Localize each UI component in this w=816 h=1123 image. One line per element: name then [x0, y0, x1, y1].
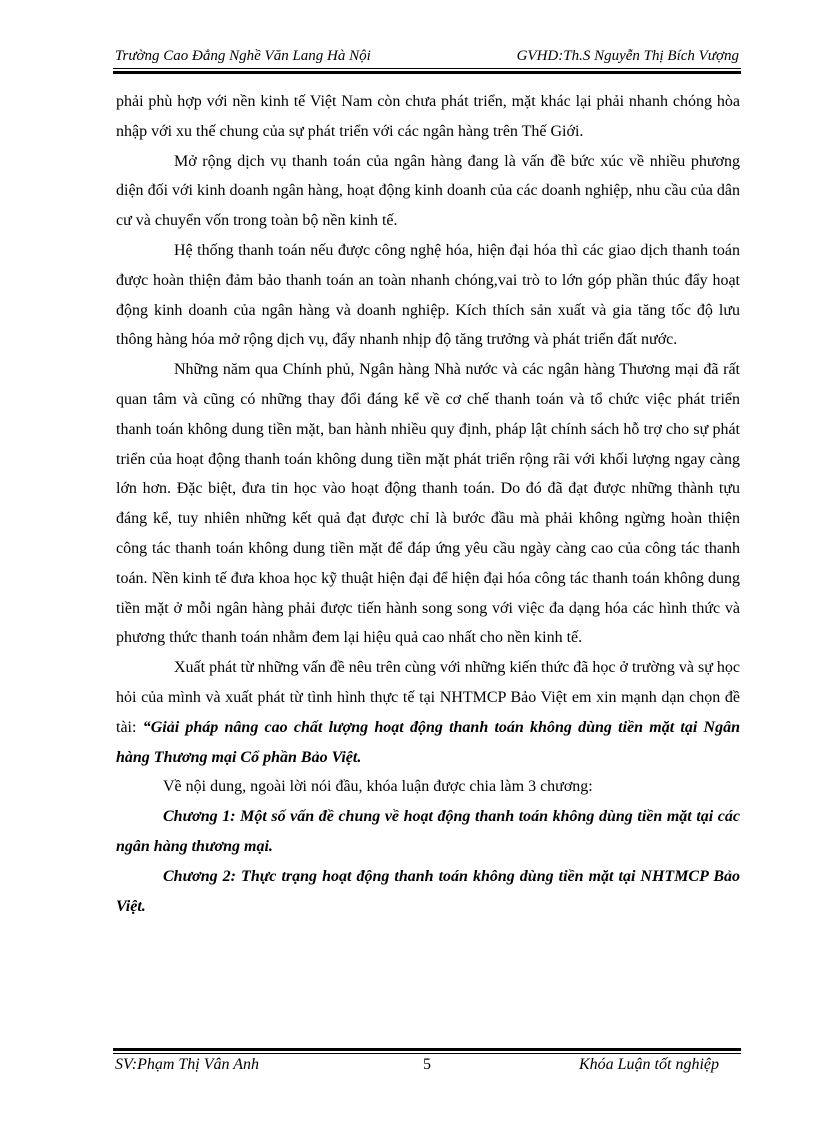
footer-doc-type: Khóa Luận tốt nghiệp: [578, 1056, 719, 1073]
chapter-1: Chương 1: Một số vấn đề chung về hoạt động thanh toán không dùng tiền mặt tại các ngân hàng thương mại.: [116, 808, 740, 855]
header-supervisor: GVHD:Th.S Nguyễn Thị Bích Vượng: [516, 48, 739, 64]
paragraph-content-intro: Về nội dung, ngoài lời nói đầu, khóa luận được chia làm 3 chương:: [163, 778, 593, 796]
paragraph-modernization: Hệ thống thanh toán nếu được công nghệ hóa, hiện đại hóa thì các giao dịch thanh toán được hoàn thiện đảm bảo thanh toán an toàn nhanh chóng,vai trò to lớn góp phần thúc đẩy hoạt động kinh doanh của ngân hàng và doanh nghiệp. Kích thích sản xuất và gia tăng tốc độ lưu thông hàng hóa mở rộng dịch vụ, đẩy nhanh nhịp độ tăng trưởng và phát triển đất nước.: [116, 241, 740, 349]
footer-student: SV:Phạm Thị Vân Anh: [115, 1056, 259, 1073]
header-school: Trường Cao Đẳng Nghề Văn Lang Hà Nội: [115, 48, 371, 64]
paragraph-topic: [116, 653, 740, 772]
body-text: [116, 87, 740, 921]
header-rule-thin: [113, 68, 741, 69]
paragraph-expand-services: Mở rộng dịch vụ thanh toán của ngân hàng đang là vấn đề bức xúc về nhiều phương diện đối với kinh doanh ngân hàng, hoạt động kinh doanh của các doanh nghiệp, nhu cầu của dân cư và chuyển vốn trong toàn bộ nền kinh tế.: [116, 152, 740, 230]
footer-rule-thick: [113, 1048, 741, 1051]
page-footer: [113, 1052, 741, 1076]
topic-intro: Xuất phát từ những vấn đề nêu trên cùng với những kiến thức đã học ở trường và sự học hỏi của mình và xuất phát từ tình hình thực tế tại NHTMCP Bảo Việt em xin mạnh dạn chọn đề tài:: [116, 659, 740, 736]
page-number: 5: [423, 1056, 431, 1073]
page-header: [113, 46, 741, 68]
paragraph-government: Những năm qua Chính phủ, Ngân hàng Nhà nước và các ngân hàng Thương mại đã rất quan tâm và cũng có những thay đổi đáng kể về cơ chế thanh toán và tổ chức việc phát triển thanh toán không dung tiền mặt, ban hành nhiều quy định, pháp lật chính sách hỗ trợ cho sự phát triển của hoạt động thanh toán không dung tiền mặt phát triển rộng rãi với khối lượng ngay càng lớn hơn. Đặc biệt, đưa tin học vào hoạt động thanh toán. Do đó đã đạt được những thành tựu đáng kể, tuy nhiên những kết quả đạt được chỉ là bước đầu mà phải không ngừng hoàn thiện công tác thanh toán không dung tiền mặt để đáp ứng yêu cầu ngày càng cao của công tác thanh toán. Nền kinh tế đưa khoa học kỹ thuật hiện đại để hiện đại hóa công tác thanh toán không dung tiền mặt ở mỗi ngân hàng phải được tiến hành song song với việc đa dạng hóa các hình thức và phương thức thanh toán nhằm đem lại hiệu quả cao nhất cho nền kinh tế.: [116, 361, 740, 647]
chapter-2: Chương 2: Thực trạng hoạt động thanh toán không dùng tiền mặt tại NHTMCP Bảo Việt.: [116, 867, 740, 915]
thesis-title: “Giải pháp nâng cao chất lượng hoạt động thanh toán không dùng tiền mặt tại Ngân hàng Thương mại Cổ phần Bảo Việt.: [116, 718, 740, 766]
paragraph-continuation: phải phù hợp với nền kinh tế Việt Nam còn chưa phát triển, mặt khác lại phải nhanh chóng hòa nhập với xu thế chung của sự phát triển với các ngân hàng trên Thế Giới.: [116, 93, 740, 140]
header-rule-thick: [113, 71, 741, 74]
